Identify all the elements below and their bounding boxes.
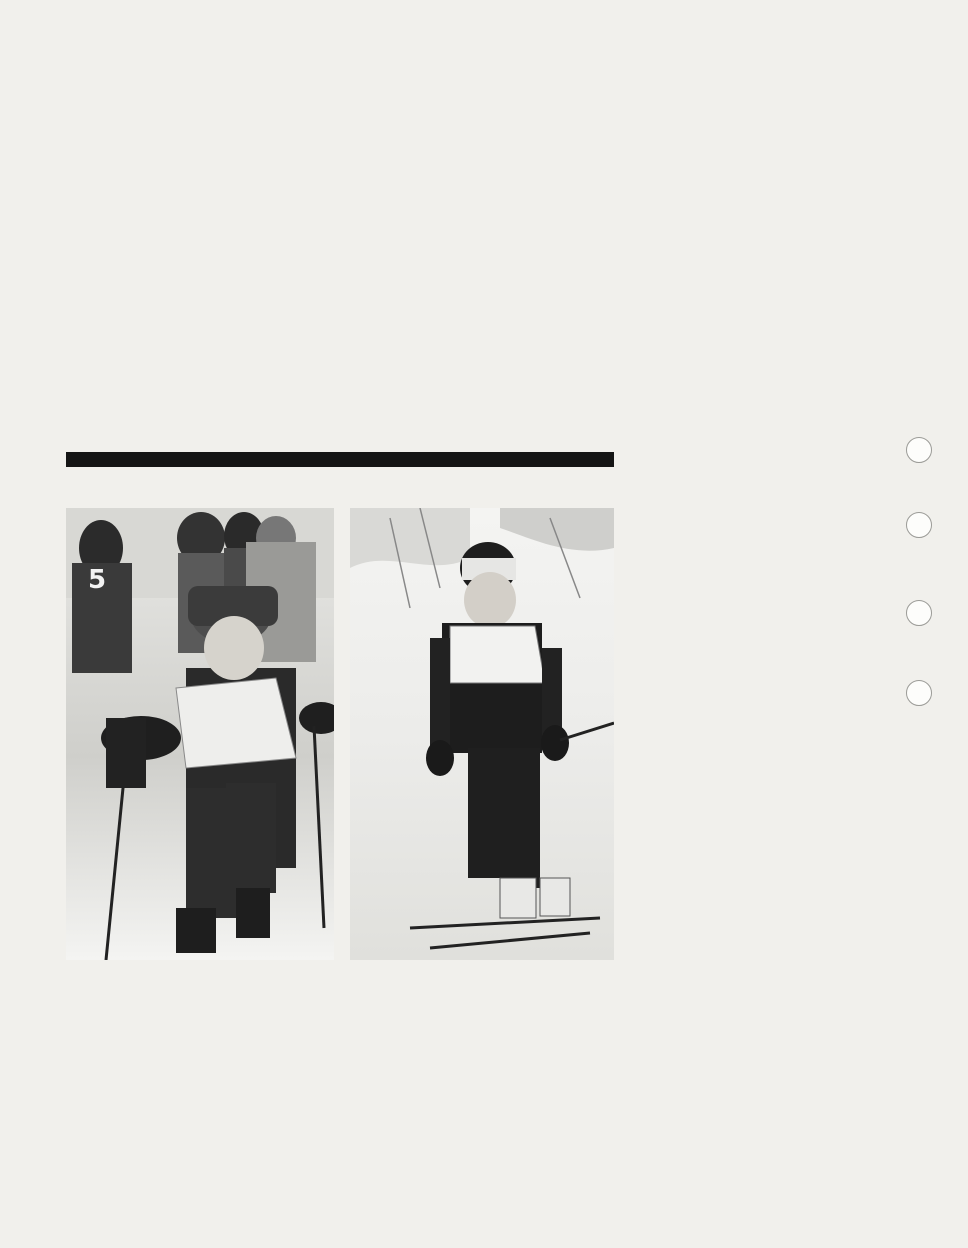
divider-bar [66, 452, 614, 467]
svg-text:5: 5 [88, 565, 107, 595]
binder-hole [906, 680, 932, 706]
photo-skier-88 [350, 508, 614, 960]
binder-hole [906, 600, 932, 626]
skier-33-illustration [66, 508, 334, 960]
intro-text-block [66, 42, 614, 51]
article-body-right [352, 1046, 614, 1062]
skier-88-illustration [350, 508, 614, 960]
binder-hole [906, 437, 932, 463]
binder-hole [906, 512, 932, 538]
photo-skier-33 [66, 508, 334, 960]
